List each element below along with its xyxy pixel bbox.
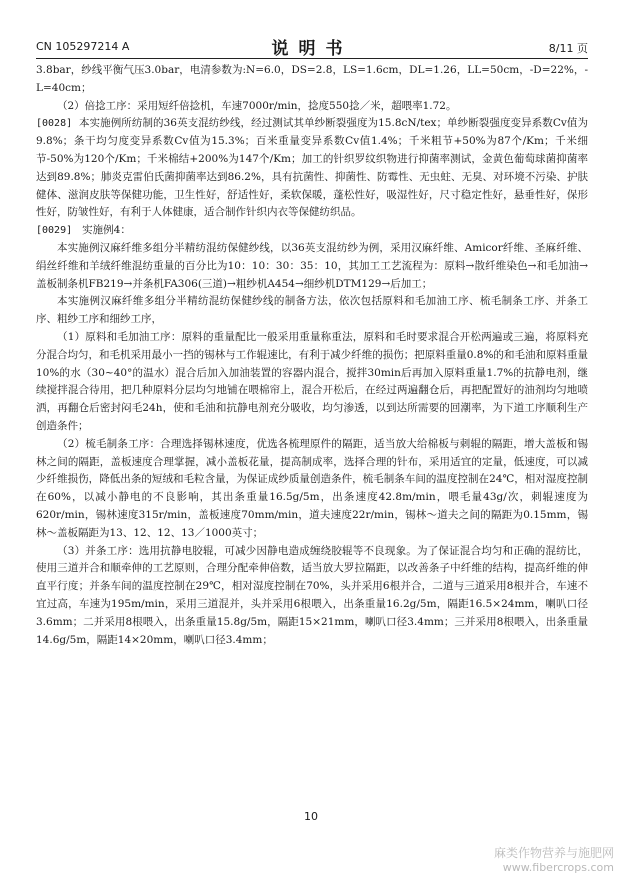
- page-number: 10: [304, 810, 318, 823]
- paragraph-number: [0028]: [36, 118, 73, 130]
- paragraph-method-overview: 本实施例汉麻纤维多组分半精纺混纺保健纱线的制备方法，依次包括原料和毛加油工序、梳毛制条工序、并条工序、粗纱工序和细纱工序，: [36, 295, 588, 326]
- document-body: [36, 62, 588, 649]
- paragraph-step-1: （1）原料和毛加油工序：原料的重量配比一般采用重量称重法，原料和毛时要求混合开松两遍或三遍，将原料充分混合均匀，和毛机采用最小一挡的锡林与工作辊速比，有利于减少纤维的损伤；把原料重量0.8%的和毛油和原料重量10%的水（30~40°的温水）混合后加入加油装置的容器内混合，搅拌30min后再加入原料重量1.7%的抗静电剂，继续搅拌混合待用，把几种原料分层均匀地铺在喂棉帘上，混合开松后，在经过两遍翻仓后，再把配置好的油剂均匀地喷洒，再翻仓后密封闷毛24h，使和毛油和抗静电剂充分吸收，均匀渗透，以到达所需要的回潮率，为下道工序顺利生产创造条件；: [36, 330, 588, 432]
- document-title: 说明书: [271, 39, 353, 59]
- section-heading: 实施例4：: [82, 224, 131, 237]
- paragraph-0029: [36, 222, 588, 240]
- watermark-site-name: 麻类作物营养与施肥网: [493, 846, 614, 860]
- header-divider: [36, 58, 588, 59]
- paragraph-number: [0029]: [36, 225, 73, 237]
- paragraph-step-3: （3）并条工序：选用抗静电胶辊，可减少因静电造成缠绕胶辊等不良现象。为了保证混合均匀和正确的混纺比，使用三道并合和顺牵伸的工艺原则，合理分配牵伸倍数，适当放大罗拉隔距，以改善条子中纤维的结构，提高纤维的伸直平行度；并条车间的温度控制在29℃，相对湿度控制在70%，头并采用6根并合，二道与三道采用8根并合，车速不宜过高，车速为195m/min，采用三道混并，头并采用6根喂入，出条重量16.2g/5m，隔距16.5×24mm，喇叭口径3.6mm；二并采用8根喂入，出条重量15.8g/5m，隔距15×21mm，喇叭口径3.4mm；三并采用8根喂入，出条重量14.6g/5m，隔距14×20mm，喇叭口径3.4mm；: [36, 544, 588, 646]
- page-header: [36, 34, 588, 59]
- paragraph-text: 本实施例所纺制的36英支混纺纱线，经过测试其单纱断裂强度为15.8cN/tex；单纱断裂强度变异系数Cv值为9.8%；条干均匀度变异系数Cv值为15.3%；百米重量变异系数Cv值1.4%；千米粗节+50%为87个/Km；千米细节-50%为120个/Km；千米棉结+200%为147个/Km；加工的针织罗纹织物进行抑菌率测试，金黄色葡萄球菌抑菌率达到89.8%；肺炎克雷伯氏菌抑菌率达到86.2%，具有抗菌性、抑菌性、防霉性、无虫蛀、无臭、对环境不污染、护肤健体、滋润皮肤等保健功能，卫生性好，舒适性好，柔软保暖，蓬松性好，吸湿性好，尺寸稳定性好，悬垂性好，保形性好，防皱性好，有利于人体健康，适合制作针织内衣等保健纺织品。: [36, 117, 588, 219]
- page-indicator: 8/11 页: [548, 42, 588, 55]
- paragraph-0028: [36, 115, 588, 222]
- paragraph-process-flow: 本实施例汉麻纤维多组分半精纺混纺保健纱线，以36英支混纺纱为例，采用汉麻纤维、Amicor纤维、圣麻纤维、绢丝纤维和羊绒纤维混纺重量的百分比为10：10：30：35：10，其加工工艺流程为：原料→散纤维染色→和毛加油→盖板制条机FB219→并条机FA306(三道)→粗纱机A454→细纱机DTM129→后加工；: [36, 241, 588, 290]
- paragraph-continuation: 3.8bar，纱线平衡气压3.0bar，电清参数为:N=6.0，DS=2.8，LS=1.6cm，DL=1.26，LL=50cm，-D=22%，-L=40cm；: [36, 64, 588, 94]
- publication-number: CN 105297214 A: [36, 40, 130, 53]
- paragraph-step-2: （2）梳毛制条工序：合理选择锡林速度，优选各梳理原件的隔距，适当放大给棉板与刺辊的隔距，增大盖板和锡林之间的隔距，盖板速度合理掌握，减小盖板花量，提高制成率，选择合理的针布，采用适宜的定量，低速度，可以减少纤维损伤，降低出条的短绒和毛粒含量，为保证成纱质量创造条件，梳毛制条车间的温度控制在24℃，相对湿度控制在60%，以减小静电的不良影响，其出条重量16.5g/5m，出条速度42.8m/min，喂毛量43g/次，刺辊速度为620r/min，锡林速度315r/min，盖板速度70mm/min，道夫速度22r/min，锡林～道夫之间的隔距为0.15mm，锡林～盖板隔距为13、12、12、13／1000英寸；: [36, 437, 588, 539]
- watermark: [494, 845, 614, 875]
- paragraph-doubling-process: （2）倍捻工序：采用短纤倍捻机，车速7000r/min，捻度550捻／米，超喂率1.72。: [57, 99, 457, 112]
- watermark-url: www.fibercrops.com: [502, 861, 614, 874]
